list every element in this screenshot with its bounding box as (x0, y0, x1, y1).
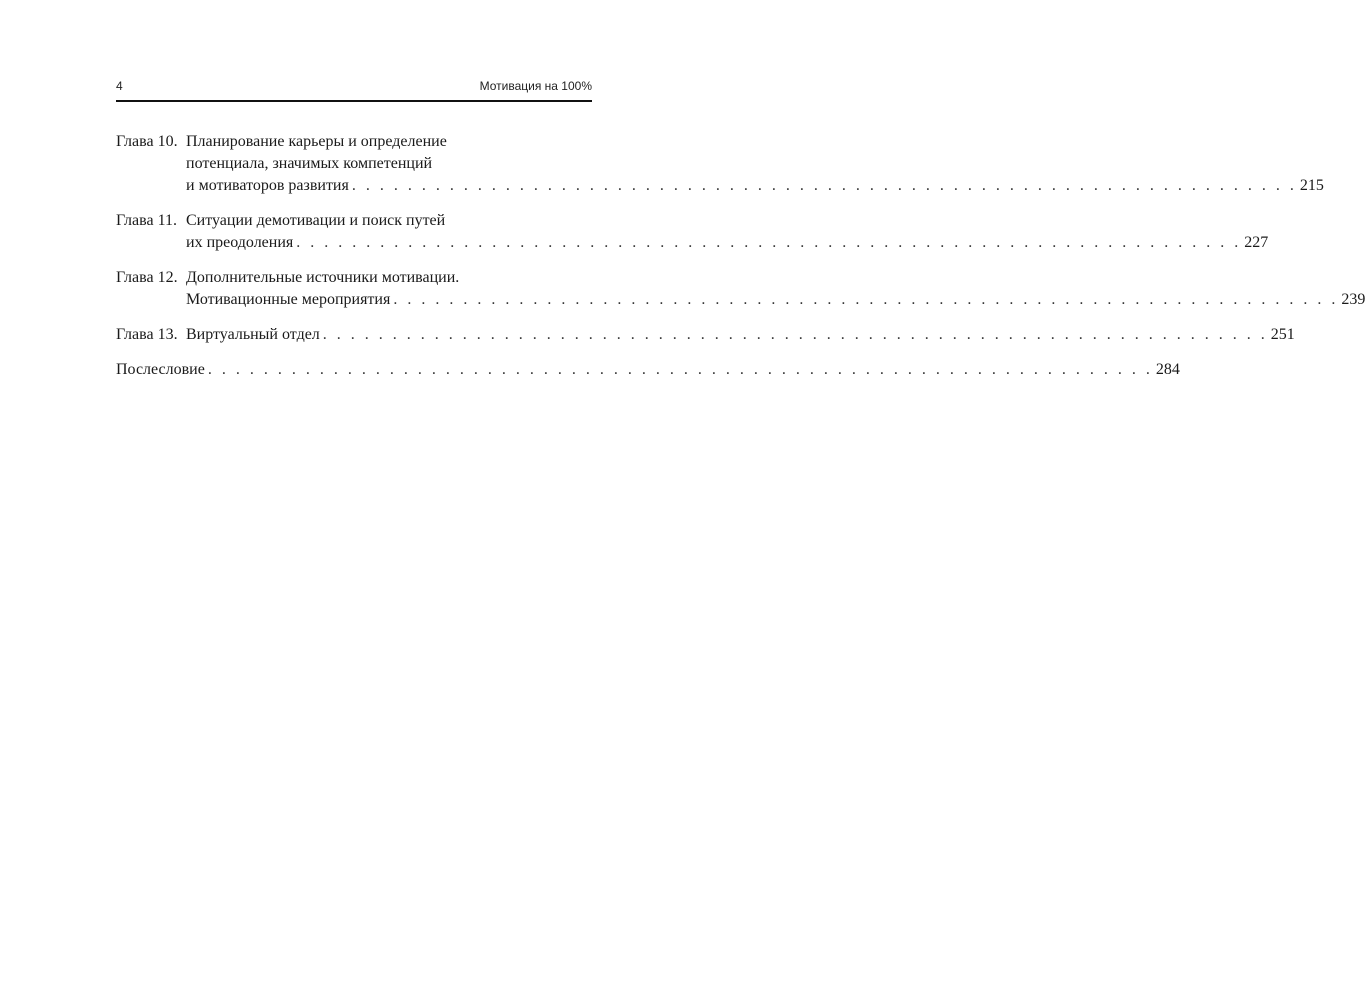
chapter-title-line: их преодоления (186, 234, 294, 251)
page-ref: 251 (1270, 326, 1295, 343)
chapter-title-line: Дополнительные источники мотивации. (186, 269, 460, 286)
table-of-contents (116, 131, 1365, 394)
chapter-title-line: Послесловие (116, 361, 205, 378)
chapter-title-line: и мотиваторов развития (186, 177, 349, 194)
toc-entry-chapter-10[interactable] (116, 131, 1324, 197)
dot-leader: . . . . . . . . . . . . . . . . . . . . . . . . . . . . . . . . . . . . . . . . . . . . . . . . . . . . . . . . . . . . . . . . . . . . (351, 177, 1297, 194)
toc-entry-chapter-11[interactable] (116, 210, 1269, 254)
toc-entry-chapter-13[interactable] (116, 324, 1295, 346)
page-ref: 284 (1155, 361, 1180, 378)
page-ref: 239 (1341, 291, 1365, 308)
dot-leader: . . . . . . . . . . . . . . . . . . . . . . . . . . . . . . . . . . . . . . . . . . . . . . . . . . . . . . . . . . . . . . . . . . . . (296, 234, 1242, 251)
dot-leader: . . . . . . . . . . . . . . . . . . . . . . . . . . . . . . . . . . . . . . . . . . . . . . . . . . . . . . . . . . . . . . . . . . . . (322, 326, 1268, 343)
toc-entry-afterword[interactable] (116, 359, 1180, 381)
page-number: 4 (116, 79, 123, 93)
chapter-label: Глава 12. (116, 269, 178, 286)
page-ref: 227 (1244, 234, 1269, 251)
chapter-label: Глава 13. (116, 326, 178, 343)
chapter-title-line: Планирование карьеры и определение (186, 133, 447, 150)
chapter-label: Глава 10. (116, 133, 178, 150)
chapter-title-line: Ситуации демотивации и поиск путей (186, 212, 446, 229)
toc-entry-chapter-12[interactable] (116, 267, 1365, 311)
running-head (116, 74, 592, 102)
chapter-title-line: Мотивационные мероприятия (186, 291, 391, 308)
book-title: Мотивация на 100% (479, 79, 592, 93)
dot-leader: . . . . . . . . . . . . . . . . . . . . . . . . . . . . . . . . . . . . . . . . . . . . . . . . . . . . . . . . . . . . . . . . . . . . (393, 291, 1339, 308)
chapter-title-line: потенциала, значимых компетенций (186, 155, 433, 172)
chapter-title-line: Виртуальный отдел (186, 326, 320, 343)
chapter-label: Глава 11. (116, 212, 177, 229)
dot-leader: . . . . . . . . . . . . . . . . . . . . . . . . . . . . . . . . . . . . . . . . . . . . . . . . . . . . . . . . . . . . . . . . . . . . (207, 361, 1153, 378)
page-ref: 215 (1299, 177, 1324, 194)
